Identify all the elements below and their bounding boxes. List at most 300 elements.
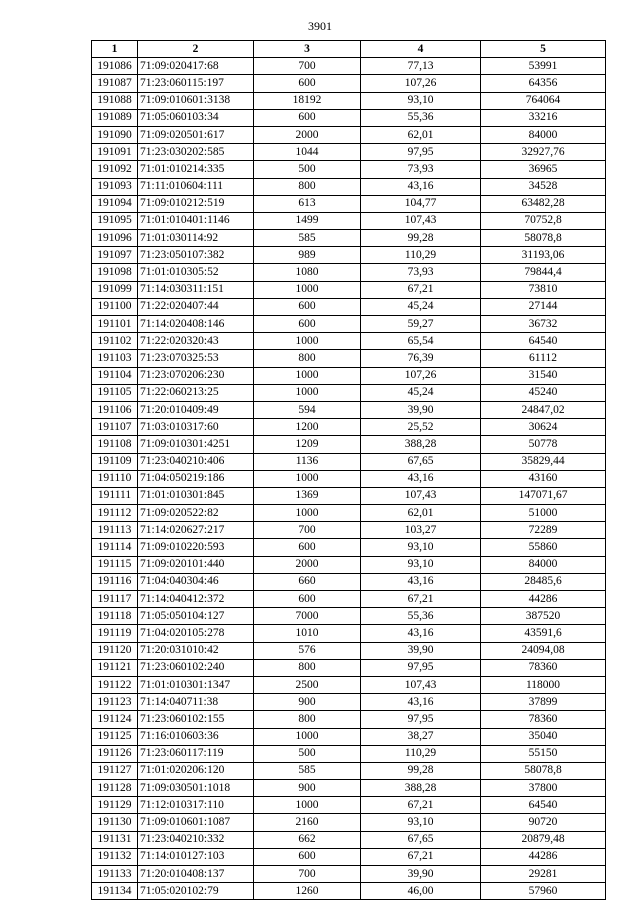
table-cell: 71:01:010214:335 bbox=[138, 161, 254, 178]
table-row bbox=[92, 522, 606, 539]
table-cell: 24847,02 bbox=[481, 401, 606, 418]
table-cell: 71:09:010601:1087 bbox=[138, 814, 254, 831]
table-row bbox=[92, 573, 606, 590]
table-cell: 191130 bbox=[92, 814, 138, 831]
table-cell: 65,54 bbox=[361, 333, 481, 350]
table-cell: 191097 bbox=[92, 247, 138, 264]
table-cell: 71:09:020417:68 bbox=[138, 58, 254, 75]
table-cell: 191127 bbox=[92, 762, 138, 779]
table-cell: 71:01:010301:845 bbox=[138, 487, 254, 504]
table-cell: 104,77 bbox=[361, 195, 481, 212]
table-cell: 55150 bbox=[481, 745, 606, 762]
table-cell: 600 bbox=[254, 539, 361, 556]
table-row bbox=[92, 230, 606, 247]
table-row bbox=[92, 453, 606, 470]
table-cell: 500 bbox=[254, 745, 361, 762]
table-cell: 800 bbox=[254, 711, 361, 728]
table-row bbox=[92, 470, 606, 487]
table-cell: 67,65 bbox=[361, 453, 481, 470]
table-cell: 45240 bbox=[481, 384, 606, 401]
table-cell: 64356 bbox=[481, 75, 606, 92]
table-cell: 71:14:030311:151 bbox=[138, 281, 254, 298]
table-cell: 37800 bbox=[481, 780, 606, 797]
table-row bbox=[92, 178, 606, 195]
table-cell: 71:22:020320:43 bbox=[138, 333, 254, 350]
table-cell: 191111 bbox=[92, 487, 138, 504]
table-row bbox=[92, 195, 606, 212]
table-cell: 39,90 bbox=[361, 866, 481, 883]
table-cell: 71:04:050219:186 bbox=[138, 470, 254, 487]
table-cell: 191109 bbox=[92, 453, 138, 470]
table-cell: 71:23:060115:197 bbox=[138, 75, 254, 92]
table-cell: 103,27 bbox=[361, 522, 481, 539]
table-cell: 24094,08 bbox=[481, 642, 606, 659]
table-cell: 71:03:010317:60 bbox=[138, 419, 254, 436]
table-cell: 29281 bbox=[481, 866, 606, 883]
table-row bbox=[92, 883, 606, 900]
table-cell: 71:14:040711:38 bbox=[138, 694, 254, 711]
table-cell: 191122 bbox=[92, 676, 138, 693]
table-cell: 1369 bbox=[254, 487, 361, 504]
table-cell: 1209 bbox=[254, 436, 361, 453]
table-cell: 800 bbox=[254, 350, 361, 367]
table-cell: 989 bbox=[254, 247, 361, 264]
column-header: 5 bbox=[481, 41, 606, 58]
table-cell: 37899 bbox=[481, 694, 606, 711]
table-cell: 1260 bbox=[254, 883, 361, 900]
table-cell: 43,16 bbox=[361, 470, 481, 487]
table-cell: 71:23:060117:119 bbox=[138, 745, 254, 762]
table-cell: 576 bbox=[254, 642, 361, 659]
table-cell: 73,93 bbox=[361, 161, 481, 178]
table-cell: 61112 bbox=[481, 350, 606, 367]
table-cell: 71:05:050104:127 bbox=[138, 608, 254, 625]
table-cell: 58078,8 bbox=[481, 762, 606, 779]
table-cell: 67,21 bbox=[361, 281, 481, 298]
table-cell: 71:23:050107:382 bbox=[138, 247, 254, 264]
table-cell: 71:09:020101:440 bbox=[138, 556, 254, 573]
table-cell: 191115 bbox=[92, 556, 138, 573]
table-cell: 71:05:060103:34 bbox=[138, 109, 254, 126]
table-cell: 1000 bbox=[254, 728, 361, 745]
table-cell: 50778 bbox=[481, 436, 606, 453]
table-row bbox=[92, 436, 606, 453]
table-cell: 107,26 bbox=[361, 75, 481, 92]
table-row bbox=[92, 797, 606, 814]
table-cell: 147071,67 bbox=[481, 487, 606, 504]
table-cell: 71:23:060102:155 bbox=[138, 711, 254, 728]
table-cell: 71:23:030202:585 bbox=[138, 144, 254, 161]
table-cell: 110,29 bbox=[361, 247, 481, 264]
table-cell: 35829,44 bbox=[481, 453, 606, 470]
table-row bbox=[92, 264, 606, 281]
table-cell: 191087 bbox=[92, 75, 138, 92]
table-cell: 93,10 bbox=[361, 814, 481, 831]
table-cell: 70752,8 bbox=[481, 212, 606, 229]
table-cell: 191129 bbox=[92, 797, 138, 814]
table-cell: 84000 bbox=[481, 126, 606, 143]
table-cell: 107,26 bbox=[361, 367, 481, 384]
table-cell: 71:09:010212:519 bbox=[138, 195, 254, 212]
table-cell: 51000 bbox=[481, 505, 606, 522]
table-cell: 2500 bbox=[254, 676, 361, 693]
table-row bbox=[92, 866, 606, 883]
table-cell: 44286 bbox=[481, 848, 606, 865]
table-cell: 46,00 bbox=[361, 883, 481, 900]
table-row bbox=[92, 144, 606, 161]
table-cell: 191107 bbox=[92, 419, 138, 436]
table-row bbox=[92, 401, 606, 418]
table-cell: 191106 bbox=[92, 401, 138, 418]
table-cell: 71:16:010603:36 bbox=[138, 728, 254, 745]
table-cell: 764064 bbox=[481, 92, 606, 109]
table-cell: 191119 bbox=[92, 625, 138, 642]
table-cell: 118000 bbox=[481, 676, 606, 693]
table-cell: 71:09:010301:4251 bbox=[138, 436, 254, 453]
table-cell: 1000 bbox=[254, 384, 361, 401]
table-cell: 71:23:060102:240 bbox=[138, 659, 254, 676]
table-cell: 388,28 bbox=[361, 780, 481, 797]
table-cell: 90720 bbox=[481, 814, 606, 831]
table-cell: 191121 bbox=[92, 659, 138, 676]
table-cell: 107,43 bbox=[361, 212, 481, 229]
table-cell: 191126 bbox=[92, 745, 138, 762]
table-cell: 77,13 bbox=[361, 58, 481, 75]
table-row bbox=[92, 608, 606, 625]
table-cell: 191133 bbox=[92, 866, 138, 883]
table-cell: 1000 bbox=[254, 281, 361, 298]
table-cell: 191131 bbox=[92, 831, 138, 848]
table-cell: 191116 bbox=[92, 573, 138, 590]
table-cell: 71:14:040412:372 bbox=[138, 591, 254, 608]
table-cell: 71:12:010317:110 bbox=[138, 797, 254, 814]
table-cell: 191124 bbox=[92, 711, 138, 728]
table-cell: 71:01:030114:92 bbox=[138, 230, 254, 247]
table-cell: 191132 bbox=[92, 848, 138, 865]
table-row bbox=[92, 161, 606, 178]
table-row bbox=[92, 281, 606, 298]
table-cell: 191095 bbox=[92, 212, 138, 229]
table-row bbox=[92, 384, 606, 401]
table-row bbox=[92, 298, 606, 315]
table-cell: 1000 bbox=[254, 333, 361, 350]
table-cell: 594 bbox=[254, 401, 361, 418]
table-cell: 97,95 bbox=[361, 711, 481, 728]
table-cell: 84000 bbox=[481, 556, 606, 573]
table-cell: 64540 bbox=[481, 333, 606, 350]
table-cell: 1000 bbox=[254, 470, 361, 487]
table-cell: 900 bbox=[254, 694, 361, 711]
table-cell: 1010 bbox=[254, 625, 361, 642]
table-cell: 2160 bbox=[254, 814, 361, 831]
table-cell: 43,16 bbox=[361, 694, 481, 711]
table-cell: 191114 bbox=[92, 539, 138, 556]
table-cell: 55,36 bbox=[361, 109, 481, 126]
table-cell: 800 bbox=[254, 659, 361, 676]
table-cell: 71:20:010408:137 bbox=[138, 866, 254, 883]
table-row bbox=[92, 676, 606, 693]
table-cell: 55860 bbox=[481, 539, 606, 556]
table-row bbox=[92, 58, 606, 75]
table-row bbox=[92, 814, 606, 831]
table-cell: 31193,06 bbox=[481, 247, 606, 264]
table-cell: 71:22:020407:44 bbox=[138, 298, 254, 315]
table-cell: 600 bbox=[254, 591, 361, 608]
table-cell: 32927,76 bbox=[481, 144, 606, 161]
table-cell: 43591,6 bbox=[481, 625, 606, 642]
table-cell: 1080 bbox=[254, 264, 361, 281]
table-cell: 191091 bbox=[92, 144, 138, 161]
table-row bbox=[92, 92, 606, 109]
page-number: 3901 bbox=[308, 19, 332, 33]
table-cell: 63482,28 bbox=[481, 195, 606, 212]
table-cell: 71:20:031010:42 bbox=[138, 642, 254, 659]
table-cell: 900 bbox=[254, 780, 361, 797]
table-cell: 1499 bbox=[254, 212, 361, 229]
table-cell: 79844,4 bbox=[481, 264, 606, 281]
table-cell: 191086 bbox=[92, 58, 138, 75]
table-cell: 1000 bbox=[254, 797, 361, 814]
table-row bbox=[92, 505, 606, 522]
table-cell: 36965 bbox=[481, 161, 606, 178]
table-cell: 613 bbox=[254, 195, 361, 212]
column-header: 2 bbox=[138, 41, 254, 58]
table-cell: 191123 bbox=[92, 694, 138, 711]
table-body bbox=[92, 58, 606, 900]
table-cell: 18192 bbox=[254, 92, 361, 109]
table-cell: 800 bbox=[254, 178, 361, 195]
table-cell: 71:14:020408:146 bbox=[138, 316, 254, 333]
table-cell: 71:20:010409:49 bbox=[138, 401, 254, 418]
table-row bbox=[92, 745, 606, 762]
column-header: 3 bbox=[254, 41, 361, 58]
table-cell: 191090 bbox=[92, 126, 138, 143]
table-cell: 99,28 bbox=[361, 230, 481, 247]
table-cell: 191112 bbox=[92, 505, 138, 522]
table-cell: 72289 bbox=[481, 522, 606, 539]
table-cell: 34528 bbox=[481, 178, 606, 195]
table-cell: 191102 bbox=[92, 333, 138, 350]
table-cell: 35040 bbox=[481, 728, 606, 745]
table-cell: 43,16 bbox=[361, 625, 481, 642]
table-cell: 67,65 bbox=[361, 831, 481, 848]
table-cell: 43,16 bbox=[361, 178, 481, 195]
table-cell: 71:09:030501:1018 bbox=[138, 780, 254, 797]
table-cell: 99,28 bbox=[361, 762, 481, 779]
table-cell: 30624 bbox=[481, 419, 606, 436]
table-row bbox=[92, 591, 606, 608]
table-row bbox=[92, 711, 606, 728]
table-cell: 700 bbox=[254, 58, 361, 75]
table-cell: 191098 bbox=[92, 264, 138, 281]
column-header: 1 bbox=[92, 41, 138, 58]
table-cell: 67,21 bbox=[361, 591, 481, 608]
table-cell: 191118 bbox=[92, 608, 138, 625]
table-cell: 110,29 bbox=[361, 745, 481, 762]
table-cell: 78360 bbox=[481, 711, 606, 728]
table-cell: 388,28 bbox=[361, 436, 481, 453]
table-row bbox=[92, 212, 606, 229]
table-cell: 660 bbox=[254, 573, 361, 590]
table-cell: 38,27 bbox=[361, 728, 481, 745]
table-cell: 71:01:010305:52 bbox=[138, 264, 254, 281]
table-cell: 585 bbox=[254, 762, 361, 779]
table-cell: 191092 bbox=[92, 161, 138, 178]
table-row bbox=[92, 487, 606, 504]
table-cell: 600 bbox=[254, 75, 361, 92]
table-row bbox=[92, 780, 606, 797]
table-row bbox=[92, 642, 606, 659]
table-cell: 71:09:010601:3138 bbox=[138, 92, 254, 109]
table-cell: 500 bbox=[254, 161, 361, 178]
table-cell: 1200 bbox=[254, 419, 361, 436]
table-cell: 93,10 bbox=[361, 539, 481, 556]
table-cell: 191093 bbox=[92, 178, 138, 195]
table-row bbox=[92, 625, 606, 642]
table-row bbox=[92, 762, 606, 779]
table-cell: 1044 bbox=[254, 144, 361, 161]
table-cell: 191120 bbox=[92, 642, 138, 659]
table-header-row bbox=[92, 41, 606, 58]
table-cell: 191108 bbox=[92, 436, 138, 453]
table-row bbox=[92, 75, 606, 92]
table-cell: 191104 bbox=[92, 367, 138, 384]
table-cell: 71:09:020501:617 bbox=[138, 126, 254, 143]
table-cell: 43,16 bbox=[361, 573, 481, 590]
table-cell: 71:11:010604:111 bbox=[138, 178, 254, 195]
table-cell: 191105 bbox=[92, 384, 138, 401]
table-row bbox=[92, 556, 606, 573]
table-cell: 25,52 bbox=[361, 419, 481, 436]
table-row bbox=[92, 848, 606, 865]
table-cell: 600 bbox=[254, 298, 361, 315]
table-cell: 191113 bbox=[92, 522, 138, 539]
table-cell: 191128 bbox=[92, 780, 138, 797]
table-cell: 191094 bbox=[92, 195, 138, 212]
table-row bbox=[92, 831, 606, 848]
table-cell: 71:14:020627:217 bbox=[138, 522, 254, 539]
table-cell: 191134 bbox=[92, 883, 138, 900]
table-cell: 1000 bbox=[254, 367, 361, 384]
table-row bbox=[92, 539, 606, 556]
table-cell: 71:04:020105:278 bbox=[138, 625, 254, 642]
table-cell: 1000 bbox=[254, 505, 361, 522]
table-cell: 93,10 bbox=[361, 92, 481, 109]
table-cell: 67,21 bbox=[361, 797, 481, 814]
table-cell: 585 bbox=[254, 230, 361, 247]
table-cell: 58078,8 bbox=[481, 230, 606, 247]
table-cell: 55,36 bbox=[361, 608, 481, 625]
table-cell: 71:09:010220:593 bbox=[138, 539, 254, 556]
table-row bbox=[92, 109, 606, 126]
column-header: 4 bbox=[361, 41, 481, 58]
table-cell: 700 bbox=[254, 866, 361, 883]
table-cell: 7000 bbox=[254, 608, 361, 625]
table-cell: 20879,48 bbox=[481, 831, 606, 848]
table-cell: 600 bbox=[254, 848, 361, 865]
table-cell: 57960 bbox=[481, 883, 606, 900]
table-cell: 97,95 bbox=[361, 659, 481, 676]
table-cell: 45,24 bbox=[361, 298, 481, 315]
table-row bbox=[92, 728, 606, 745]
table-cell: 78360 bbox=[481, 659, 606, 676]
table-cell: 600 bbox=[254, 316, 361, 333]
table-cell: 2000 bbox=[254, 556, 361, 573]
table-row bbox=[92, 333, 606, 350]
table-cell: 73,93 bbox=[361, 264, 481, 281]
table-cell: 39,90 bbox=[361, 642, 481, 659]
table-cell: 53991 bbox=[481, 58, 606, 75]
table-row bbox=[92, 247, 606, 264]
table-cell: 191101 bbox=[92, 316, 138, 333]
table-cell: 71:01:010401:1146 bbox=[138, 212, 254, 229]
table-cell: 71:22:060213:25 bbox=[138, 384, 254, 401]
table-cell: 191110 bbox=[92, 470, 138, 487]
table-cell: 71:23:070325:53 bbox=[138, 350, 254, 367]
table-cell: 27144 bbox=[481, 298, 606, 315]
table-cell: 71:01:010301:1347 bbox=[138, 676, 254, 693]
table-row bbox=[92, 126, 606, 143]
table-cell: 2000 bbox=[254, 126, 361, 143]
table-cell: 191096 bbox=[92, 230, 138, 247]
table-cell: 73810 bbox=[481, 281, 606, 298]
table-cell: 387520 bbox=[481, 608, 606, 625]
table-cell: 600 bbox=[254, 109, 361, 126]
table-cell: 700 bbox=[254, 522, 361, 539]
table-cell: 28485,6 bbox=[481, 573, 606, 590]
table-cell: 71:14:010127:103 bbox=[138, 848, 254, 865]
table-cell: 36732 bbox=[481, 316, 606, 333]
table-cell: 662 bbox=[254, 831, 361, 848]
table-row bbox=[92, 367, 606, 384]
table-cell: 71:23:070206:230 bbox=[138, 367, 254, 384]
table-cell: 43160 bbox=[481, 470, 606, 487]
table-cell: 76,39 bbox=[361, 350, 481, 367]
table-cell: 71:05:020102:79 bbox=[138, 883, 254, 900]
table-cell: 97,95 bbox=[361, 144, 481, 161]
table-cell: 191088 bbox=[92, 92, 138, 109]
table-cell: 1136 bbox=[254, 453, 361, 470]
table-cell: 62,01 bbox=[361, 505, 481, 522]
table-cell: 107,43 bbox=[361, 487, 481, 504]
table-cell: 71:01:020206:120 bbox=[138, 762, 254, 779]
table-cell: 45,24 bbox=[361, 384, 481, 401]
table-row bbox=[92, 316, 606, 333]
table-cell: 59,27 bbox=[361, 316, 481, 333]
table-row bbox=[92, 419, 606, 436]
table-cell: 67,21 bbox=[361, 848, 481, 865]
table-row bbox=[92, 694, 606, 711]
table-cell: 93,10 bbox=[361, 556, 481, 573]
table-cell: 71:04:040304:46 bbox=[138, 573, 254, 590]
table-cell: 191103 bbox=[92, 350, 138, 367]
table-cell: 191117 bbox=[92, 591, 138, 608]
table-cell: 71:23:040210:332 bbox=[138, 831, 254, 848]
table-cell: 44286 bbox=[481, 591, 606, 608]
table-cell: 64540 bbox=[481, 797, 606, 814]
data-table bbox=[91, 40, 606, 900]
table-row bbox=[92, 659, 606, 676]
table-cell: 71:23:040210:406 bbox=[138, 453, 254, 470]
table-cell: 107,43 bbox=[361, 676, 481, 693]
table-cell: 191100 bbox=[92, 298, 138, 315]
table-cell: 191089 bbox=[92, 109, 138, 126]
table-cell: 191125 bbox=[92, 728, 138, 745]
table-cell: 39,90 bbox=[361, 401, 481, 418]
table-row bbox=[92, 350, 606, 367]
table-cell: 191099 bbox=[92, 281, 138, 298]
table-cell: 33216 bbox=[481, 109, 606, 126]
